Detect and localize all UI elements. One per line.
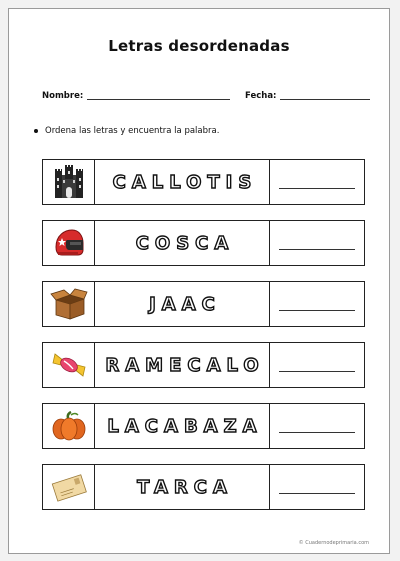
picture-cell — [43, 282, 95, 326]
date-line[interactable] — [280, 99, 370, 100]
scrambled-word-cell — [95, 221, 270, 265]
picture-cell — [43, 221, 95, 265]
instruction — [34, 126, 219, 136]
scrambled-word-cell — [95, 404, 270, 448]
name-label: Nombre: — [42, 91, 84, 101]
answer-cell — [270, 221, 364, 265]
scrambled-word-cell — [95, 343, 270, 387]
date-label: Fecha: — [245, 91, 277, 101]
date-field — [245, 91, 370, 101]
scrambled-word: COSCA — [135, 232, 235, 254]
answer-line[interactable] — [279, 493, 355, 494]
footer-credit: © Cuadernodeprimaria.com — [298, 540, 369, 546]
word-row — [42, 159, 365, 205]
scrambled-word: CALLOTIS — [112, 171, 258, 193]
picture-cell — [43, 404, 95, 448]
scrambled-word: RAMECALO — [105, 354, 265, 376]
word-row — [42, 281, 365, 327]
answer-cell — [270, 465, 364, 509]
name-field — [42, 91, 230, 101]
answer-cell — [270, 343, 364, 387]
answer-line[interactable] — [279, 249, 355, 250]
box-icon — [50, 288, 88, 320]
scrambled-word-cell — [95, 465, 270, 509]
scrambled-word: TARCA — [137, 476, 233, 498]
answer-cell — [270, 160, 364, 204]
pumpkin-icon — [52, 411, 86, 441]
word-row — [42, 403, 365, 449]
bullet-icon — [34, 129, 38, 133]
word-row — [42, 342, 365, 388]
worksheet-page — [8, 8, 390, 554]
picture-cell — [43, 343, 95, 387]
page-title: Letras desordenadas — [108, 37, 290, 55]
instruction-text: Ordena las letras y encuentra la palabra. — [45, 126, 220, 136]
answer-cell — [270, 404, 364, 448]
answer-cell — [270, 282, 364, 326]
word-row — [42, 220, 365, 266]
scrambled-word-cell — [95, 282, 270, 326]
picture-cell — [43, 465, 95, 509]
picture-cell — [43, 160, 95, 204]
answer-line[interactable] — [279, 432, 355, 433]
scrambled-word-cell — [95, 160, 270, 204]
answer-line[interactable] — [279, 371, 355, 372]
castle-icon — [54, 165, 84, 199]
answer-line[interactable] — [279, 310, 355, 311]
scrambled-word: JAAC — [149, 293, 221, 315]
envelope-icon — [51, 472, 87, 502]
name-line[interactable] — [87, 99, 230, 100]
candy-icon — [51, 350, 87, 380]
helmet-icon — [53, 228, 85, 258]
word-row — [42, 464, 365, 510]
scrambled-word: LACABAZA — [107, 415, 263, 437]
answer-line[interactable] — [279, 188, 355, 189]
